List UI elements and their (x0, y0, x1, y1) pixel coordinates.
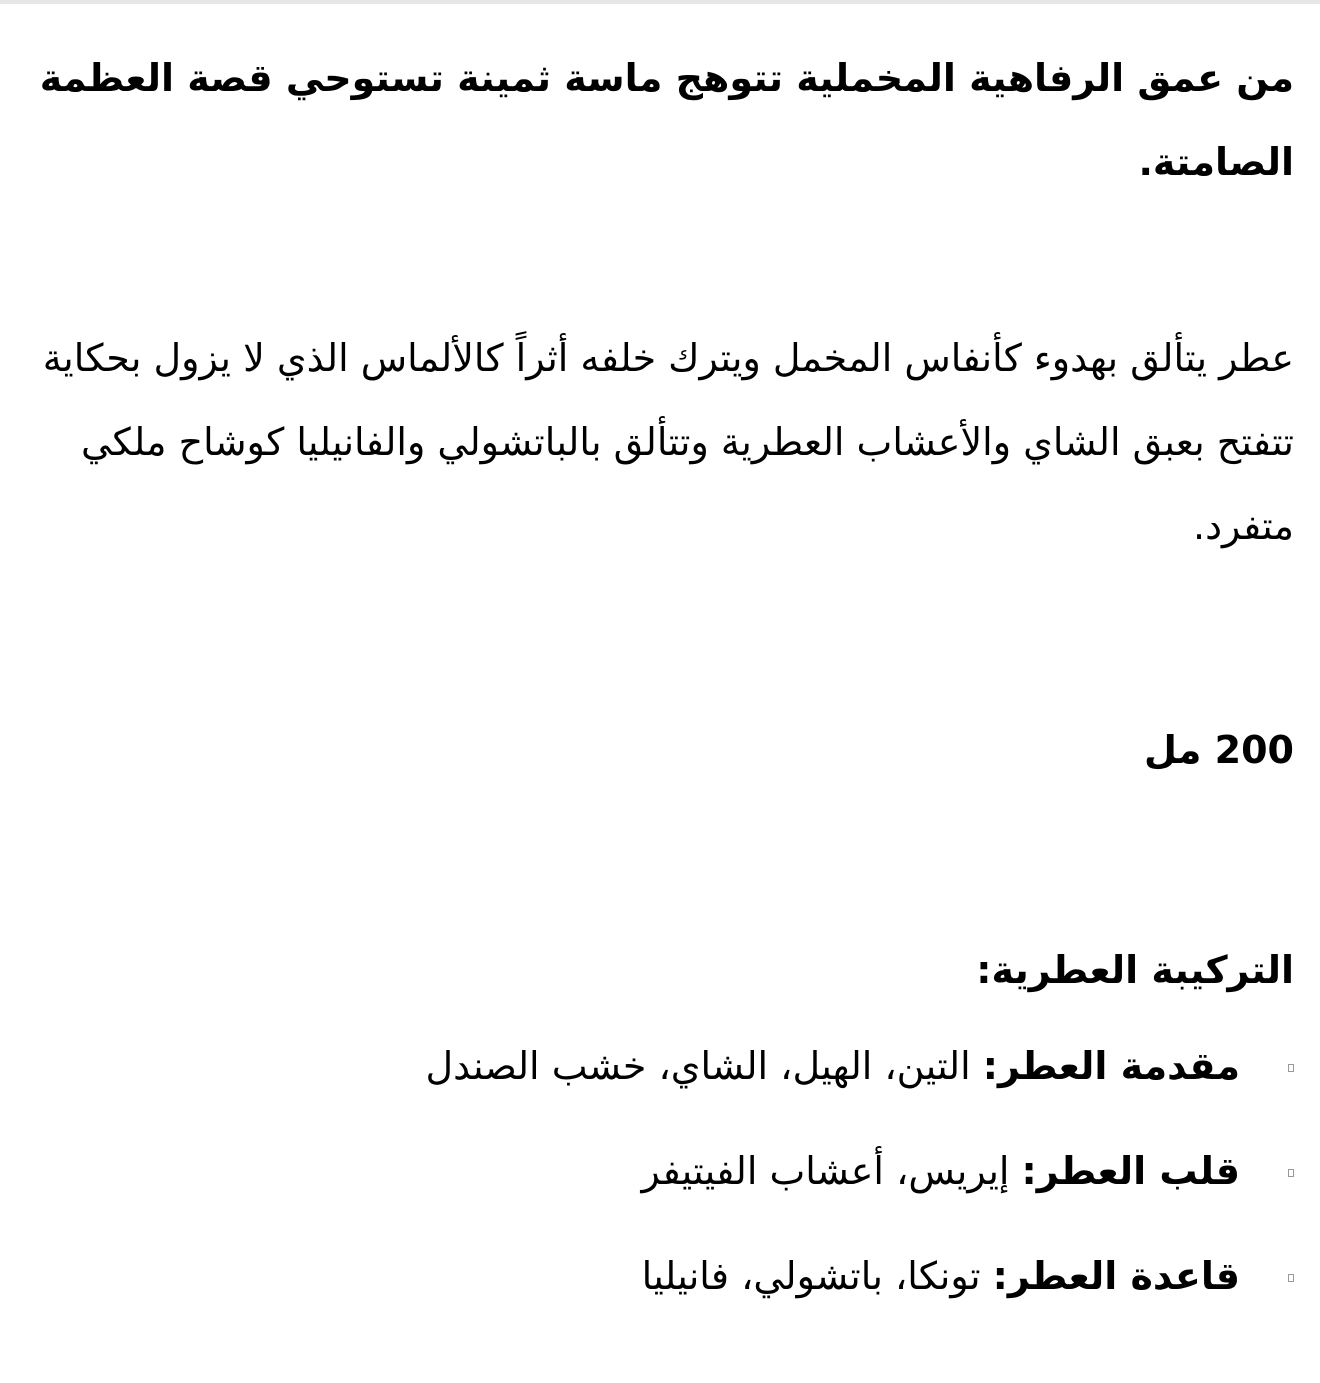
note-item-top (24, 1040, 1294, 1092)
bullet-icon (1288, 1169, 1294, 1177)
note-value: التين، الهيل، الشاي، خشب الصندل (425, 1044, 983, 1088)
product-story: عطر يتألق بهدوء كأنفاس المخمل ويترك خلفه أثراً كالألماس الذي لا يزول بحكاية تتفتح بعبق الشاي والأعشاب العطرية وتتألق بالباتشولي والفانيليا كوشاح ملكي متفرد. (42, 336, 1294, 548)
product-description (0, 36, 1320, 1302)
fragrance-notes-list (24, 1040, 1294, 1302)
product-tagline: من عمق الرفاهية المخملية تتوهج ماسة ثمينة تستوحي قصة العظمة الصامتة. (39, 56, 1294, 184)
note-label: مقدمة العطر: (982, 1044, 1240, 1088)
note-label: قاعدة العطر: (992, 1254, 1240, 1298)
product-volume: 200 مل (1143, 728, 1294, 772)
note-label: قلب العطر: (1021, 1149, 1240, 1193)
fragrance-notes-heading: التركيبة العطرية: (976, 948, 1294, 992)
bullet-icon (1288, 1064, 1294, 1072)
top-divider (0, 0, 1320, 4)
note-value: إيريس، أعشاب الفيتيفر (641, 1149, 1022, 1193)
note-item-heart (24, 1145, 1294, 1197)
note-item-base (24, 1250, 1294, 1302)
bullet-icon (1288, 1274, 1294, 1282)
note-value: تونكا، باتشولي، فانيليا (641, 1254, 993, 1298)
